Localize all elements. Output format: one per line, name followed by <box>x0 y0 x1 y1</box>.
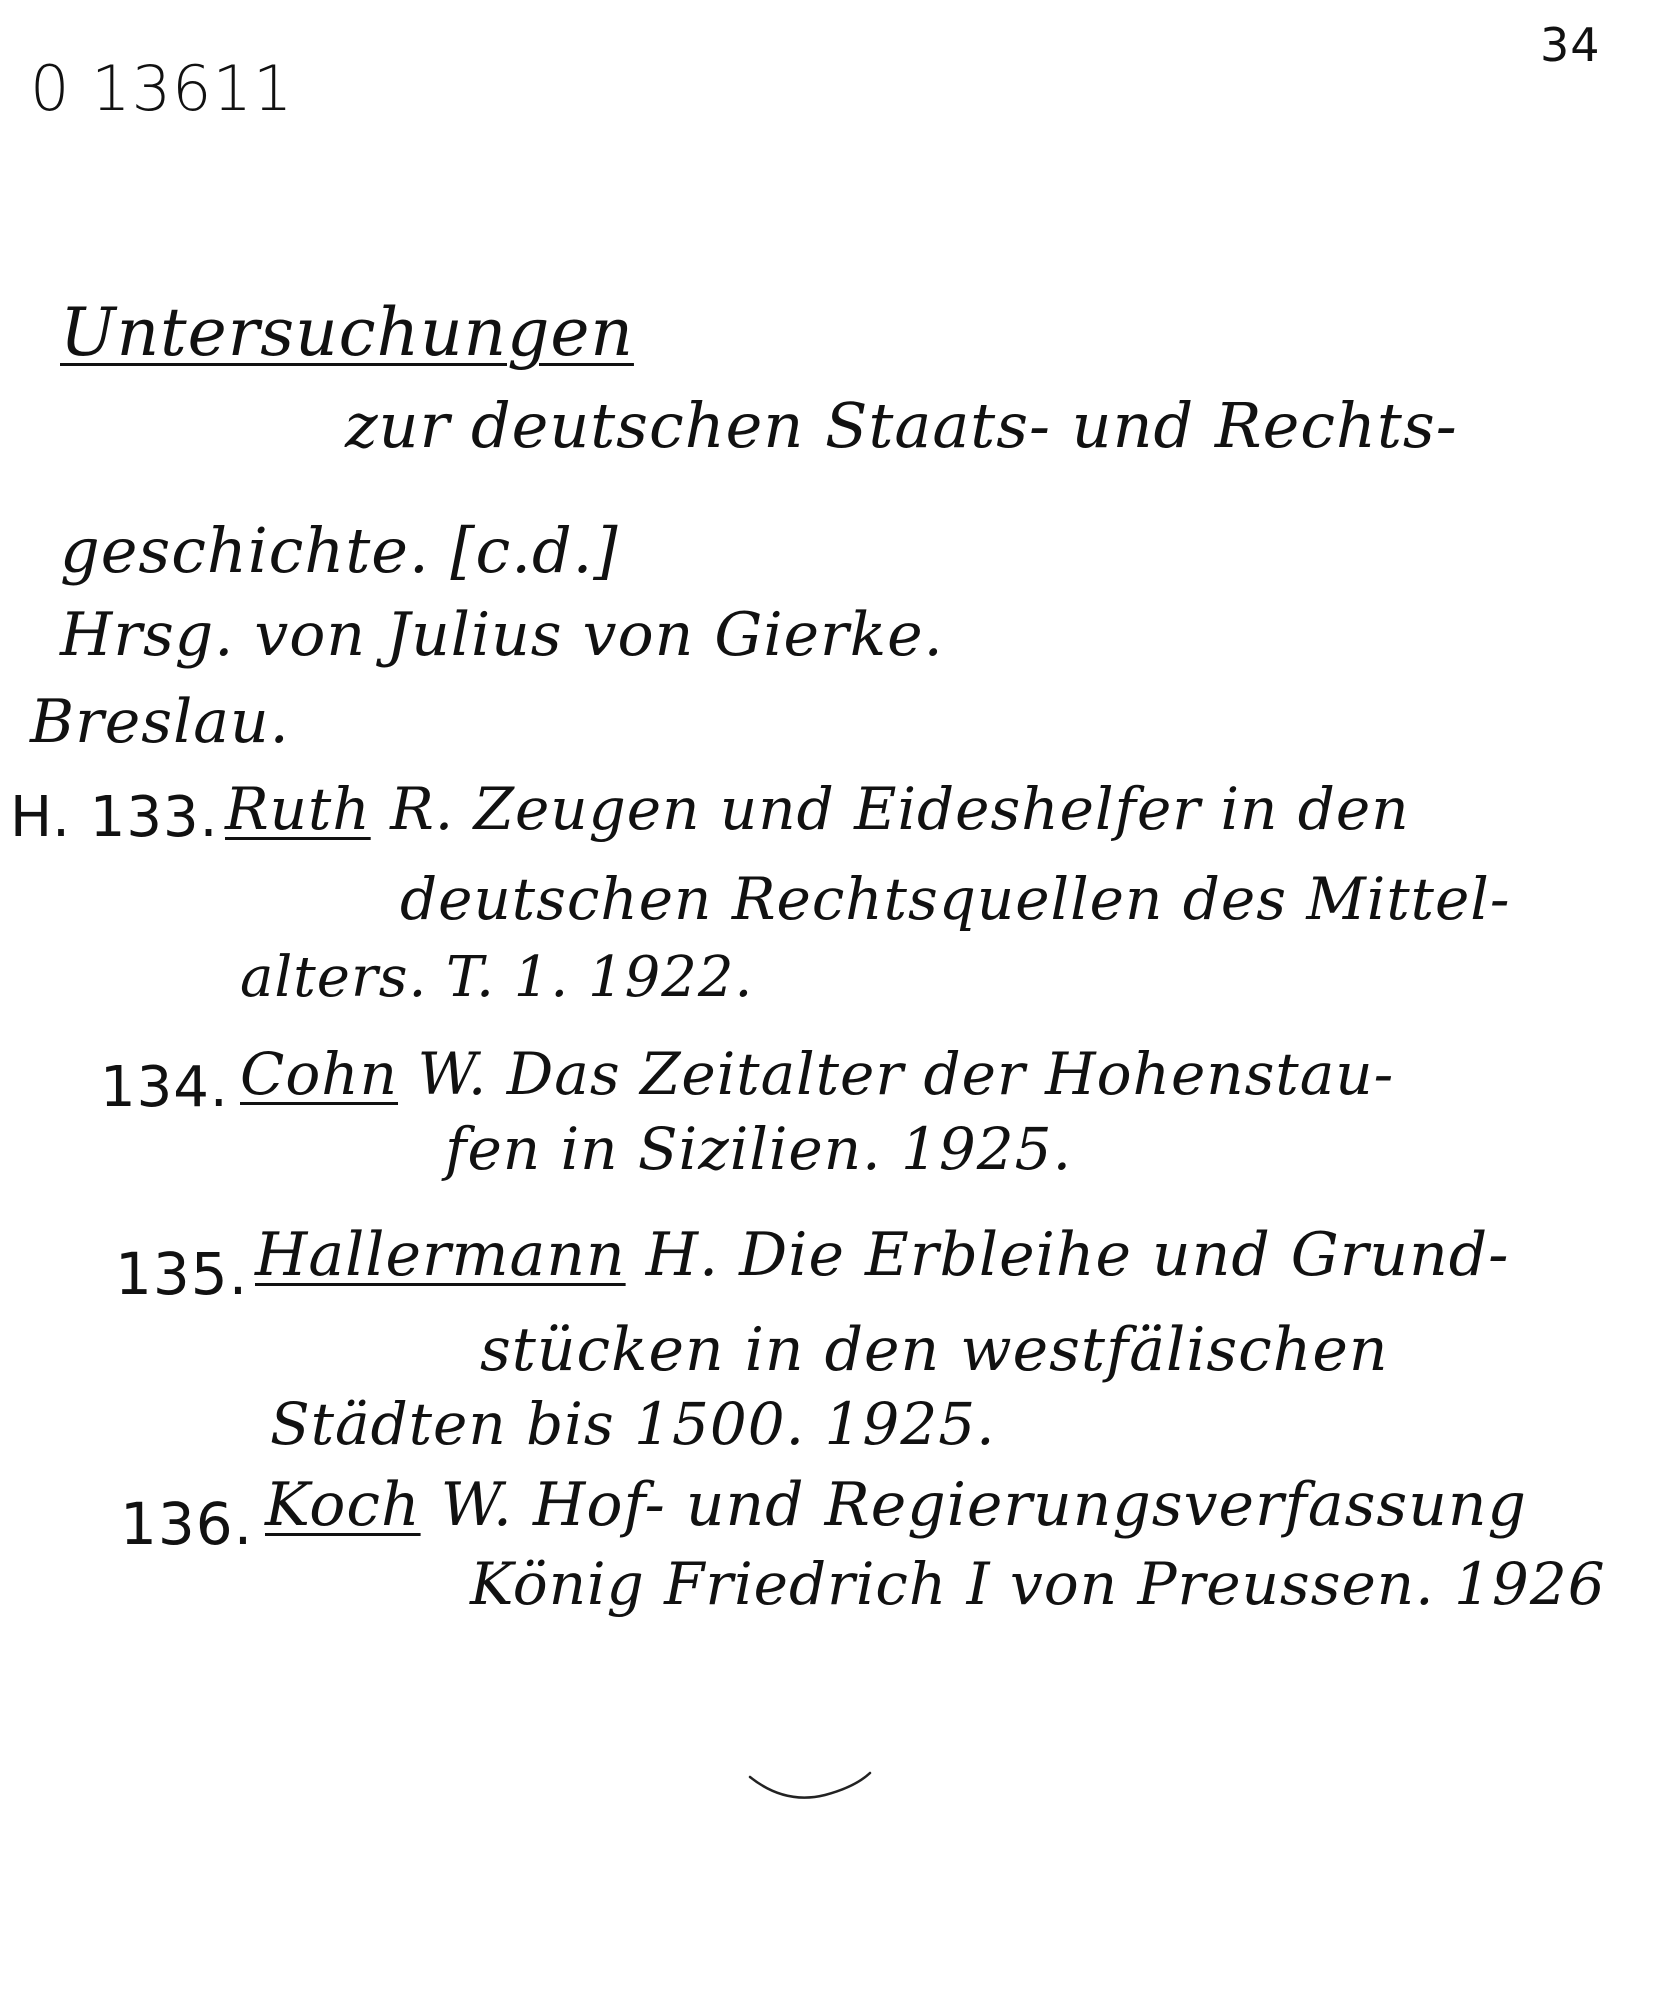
editor-line: Hrsg. von Julius von Gierke. <box>60 600 944 670</box>
entry-author: Koch <box>265 1470 421 1540</box>
pen-stroke-mark <box>745 1765 885 1815</box>
entry-line: König Friedrich I von Preussen. 1926 <box>470 1550 1606 1618</box>
entry-author: Cohn <box>240 1040 399 1108</box>
entry-line <box>225 775 1410 843</box>
entry-author: Hallermann <box>255 1220 626 1290</box>
entry-line <box>240 1040 1395 1108</box>
entry-text: W. Das Zeitalter der Hohenstau- <box>417 1040 1395 1108</box>
entry-line: deutschen Rechtsquellen des Mittel- <box>400 865 1511 933</box>
entry-number: 135. <box>115 1240 249 1308</box>
title-line-1: Untersuchungen <box>60 294 634 371</box>
entry-line <box>265 1470 1527 1540</box>
entry-line <box>255 1220 1510 1290</box>
entry-line: fen in Sizilien. 1925. <box>445 1115 1073 1183</box>
publication-place: Breslau. <box>30 687 290 757</box>
title-line-2: zur deutschen Staats- und Rechts- <box>345 389 1458 462</box>
entry-text: R. Zeugen und Eideshelfer in den <box>390 775 1410 843</box>
entry-number: H. 133. <box>10 785 219 850</box>
title-line-3: geschichte. [c.d.] <box>60 514 619 587</box>
entry-line: Städten bis 1500. 1925. <box>270 1390 996 1458</box>
entry-text: W. Hof- und Regierungsverfassung <box>440 1470 1527 1540</box>
entry-text: H. Die Erbleihe und Grund- <box>645 1220 1510 1290</box>
entry-number: 134. <box>100 1055 229 1120</box>
entry-line: alters. T. 1. 1922. <box>240 945 754 1010</box>
catalog-number: 0 13611 <box>30 52 294 125</box>
entry-author: Ruth <box>225 775 371 843</box>
page-number: 34 <box>1540 18 1601 72</box>
entry-number: 136. <box>120 1490 254 1558</box>
entry-line: stücken in den westfälischen <box>480 1315 1389 1385</box>
